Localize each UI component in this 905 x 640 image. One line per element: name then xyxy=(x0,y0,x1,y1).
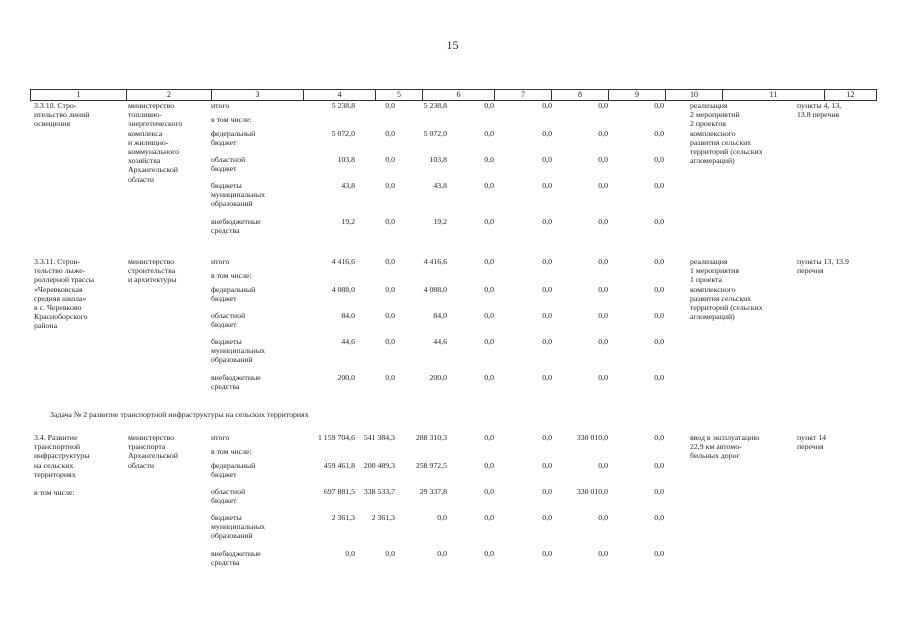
header-cell-9: 9 xyxy=(609,90,666,100)
funding-value: 0,0 xyxy=(654,155,664,164)
funding-value: 2 361,3 xyxy=(371,513,395,522)
funding-source: бюджеты муниципальных образований xyxy=(211,181,265,209)
header-cell-8: 8 xyxy=(552,90,609,100)
funding-value: 103,8 xyxy=(429,155,447,164)
header-cell-7: 7 xyxy=(495,90,552,100)
funding-value: 0,0 xyxy=(484,433,494,442)
header-cell-2: 2 xyxy=(127,90,212,100)
funding-source: внебюджетные средства xyxy=(211,549,261,568)
funding-source: итого xyxy=(211,433,230,442)
funding-value: 0,0 xyxy=(542,549,552,558)
funding-value: 0,0 xyxy=(437,549,447,558)
responsible-agency: министерство топливно- энергетического комплекса и жилищно- коммунального хозяйства Архангельской области xyxy=(128,101,183,184)
funding-value: 0,0 xyxy=(654,373,664,382)
funding-value: 0,0 xyxy=(598,513,608,522)
funding-value: 0,0 xyxy=(484,373,494,382)
funding-value: 44,6 xyxy=(433,337,447,346)
funding-value: 0,0 xyxy=(598,549,608,558)
funding-value: 4 416,6 xyxy=(331,257,355,266)
funding-value: 0,0 xyxy=(598,257,608,266)
funding-value: 0,0 xyxy=(598,337,608,346)
funding-value: 0,0 xyxy=(484,549,494,558)
funding-value: 0,0 xyxy=(484,129,494,138)
funding-value: 43,8 xyxy=(433,181,447,190)
funding-value: 1 159 704,6 xyxy=(317,433,355,442)
funding-value: 19,2 xyxy=(341,217,355,226)
funding-source: бюджеты муниципальных образований xyxy=(211,337,265,365)
funding-value: 0,0 xyxy=(484,285,494,294)
funding-value: 0,0 xyxy=(542,487,552,496)
funding-value: 0,0 xyxy=(542,129,552,138)
funding-value: 0,0 xyxy=(345,549,355,558)
funding-value: 200,0 xyxy=(337,373,355,382)
funding-source: итого xyxy=(211,101,230,110)
funding-source: областной бюджет xyxy=(211,155,246,174)
funding-source: областной бюджет xyxy=(211,487,246,506)
funding-value: 43,8 xyxy=(341,181,355,190)
funding-value: 4 416,6 xyxy=(423,257,447,266)
responsible-agency: министерство транспорта Архангельской области xyxy=(128,433,178,470)
funding-value: 0,0 xyxy=(484,311,494,320)
funding-value: 0,0 xyxy=(654,129,664,138)
funding-value: 5 238,8 xyxy=(423,101,447,110)
funding-source: внебюджетные средства xyxy=(211,373,261,392)
funding-value: 0,0 xyxy=(654,549,664,558)
funding-value: 103,8 xyxy=(337,155,355,164)
funding-value: 0,0 xyxy=(654,461,664,470)
funding-value: 0,0 xyxy=(542,433,552,442)
funding-value: 200 489,3 xyxy=(363,461,395,470)
funding-value: 0,0 xyxy=(385,155,395,164)
funding-value: 200,0 xyxy=(429,373,447,382)
funding-value: 0,0 xyxy=(654,311,664,320)
funding-source: бюджеты муниципальных образований xyxy=(211,513,265,541)
header-cell-3: 3 xyxy=(212,90,304,100)
page-number: 15 xyxy=(446,38,459,52)
header-cell-10: 10 xyxy=(666,90,723,100)
funding-value: 0,0 xyxy=(484,461,494,470)
funding-value: 5 072,0 xyxy=(331,129,355,138)
funding-source: итого xyxy=(211,257,230,266)
funding-value: 0,0 xyxy=(542,285,552,294)
funding-value: 330 010,0 xyxy=(576,487,608,496)
funding-value: 258 972,5 xyxy=(415,461,447,470)
funding-value: 4 088,0 xyxy=(331,285,355,294)
measure-name: 3.4. Развитие транспортной инфраструктуры на сельских территориях в том числе: xyxy=(34,433,90,498)
funding-value: 0,0 xyxy=(385,549,395,558)
header-cell-5: 5 xyxy=(376,90,423,100)
funding-value: 5 072,0 xyxy=(423,129,447,138)
program-items: пункты 13, 13.9 перечня xyxy=(797,257,849,276)
program-items: пункты 4, 13, 13.8 перечня xyxy=(797,101,842,120)
funding-value: 541 384,3 xyxy=(363,433,395,442)
funding-source: федеральный бюджет xyxy=(211,285,256,304)
funding-value: 0,0 xyxy=(542,337,552,346)
funding-value: 330 010,0 xyxy=(576,433,608,442)
funding-value: 0,0 xyxy=(542,181,552,190)
funding-value: 2 361,3 xyxy=(331,513,355,522)
funding-value: 0,0 xyxy=(385,101,395,110)
funding-value: 0,0 xyxy=(385,217,395,226)
header-cell-12: 12 xyxy=(846,90,855,99)
funding-value: 0,0 xyxy=(542,155,552,164)
funding-value: 44,6 xyxy=(341,337,355,346)
funding-value: 19,2 xyxy=(433,217,447,226)
funding-value: 0,0 xyxy=(654,337,664,346)
funding-value: 5 238,8 xyxy=(331,101,355,110)
funding-value: 0,0 xyxy=(484,337,494,346)
program-items: пункт 14 перечня xyxy=(797,433,827,452)
responsible-agency: министерство строительства и архитектуры xyxy=(128,257,177,285)
measure-name: 3.3.11. Строи- тельство лыже- роллерной трассы «Черевковская средняя школа» в с. Черевково Красноборского района xyxy=(34,257,95,331)
funding-value: 0,0 xyxy=(542,373,552,382)
funding-value: 0,0 xyxy=(654,257,664,266)
funding-value: 0,0 xyxy=(437,513,447,522)
funding-value: 0,0 xyxy=(385,311,395,320)
funding-value: 697 881,5 xyxy=(323,487,355,496)
funding-value: 0,0 xyxy=(484,217,494,226)
measure-name: 3.3.10. Стро- ительство линий освещения xyxy=(34,101,90,129)
funding-value: 0,0 xyxy=(542,461,552,470)
funding-value: 0,0 xyxy=(654,217,664,226)
funding-value: 0,0 xyxy=(598,311,608,320)
funding-value: 0,0 xyxy=(385,129,395,138)
funding-value: 0,0 xyxy=(598,129,608,138)
funding-value: 459 461,8 xyxy=(323,461,355,470)
header-cell-1: 1 xyxy=(31,90,127,100)
funding-value: 0,0 xyxy=(542,217,552,226)
funding-value: 0,0 xyxy=(654,101,664,110)
funding-value: 84,0 xyxy=(341,311,355,320)
funding-value: 0,0 xyxy=(598,285,608,294)
funding-source: федеральный бюджет xyxy=(211,461,256,480)
funding-value: 0,0 xyxy=(542,257,552,266)
funding-value: 0,0 xyxy=(484,181,494,190)
funding-value: 0,0 xyxy=(654,433,664,442)
funding-source: в том числе: xyxy=(211,271,252,280)
funding-source: внебюджетные средства xyxy=(211,217,261,236)
funding-value: 288 310,3 xyxy=(415,433,447,442)
funding-value: 0,0 xyxy=(385,285,395,294)
funding-value: 0,0 xyxy=(484,487,494,496)
funding-source: областной бюджет xyxy=(211,311,246,330)
expected-result: реализация 1 мероприятия 1 проекта комплексного развития сельских территорий (сельских агломераций) xyxy=(690,257,763,322)
funding-value: 0,0 xyxy=(542,101,552,110)
funding-value: 0,0 xyxy=(598,373,608,382)
funding-value: 0,0 xyxy=(598,181,608,190)
funding-value: 29 337,8 xyxy=(419,487,447,496)
funding-value: 0,0 xyxy=(542,513,552,522)
header-cell-11: 11 xyxy=(723,90,825,100)
funding-value: 0,0 xyxy=(598,217,608,226)
funding-value: 338 533,7 xyxy=(363,487,395,496)
funding-value: 4 088,0 xyxy=(423,285,447,294)
funding-value: 0,0 xyxy=(654,285,664,294)
funding-value: 0,0 xyxy=(598,101,608,110)
expected-result: ввод в эксплуатацию 22,9 км автомо- бильных дорог xyxy=(690,433,760,461)
funding-value: 0,0 xyxy=(484,257,494,266)
table-header-row xyxy=(30,89,877,101)
funding-value: 0,0 xyxy=(484,513,494,522)
funding-value: 0,0 xyxy=(484,155,494,164)
funding-source: федеральный бюджет xyxy=(211,129,256,148)
funding-value: 0,0 xyxy=(654,513,664,522)
funding-value: 0,0 xyxy=(385,257,395,266)
funding-value: 0,0 xyxy=(542,311,552,320)
funding-value: 84,0 xyxy=(433,311,447,320)
funding-source: в том числе: xyxy=(211,447,252,456)
expected-result: реализация 2 мероприятий 2 проектов комплексного развития сельских территорий (сельских агломераций) xyxy=(690,101,763,166)
funding-value: 0,0 xyxy=(598,461,608,470)
header-cell-6: 6 xyxy=(423,90,495,100)
header-cell-4: 4 xyxy=(304,90,376,100)
funding-value: 0,0 xyxy=(598,155,608,164)
funding-source: в том числе: xyxy=(211,115,252,124)
funding-value: 0,0 xyxy=(654,181,664,190)
funding-value: 0,0 xyxy=(385,337,395,346)
funding-value: 0,0 xyxy=(654,487,664,496)
task-heading: Задача № 2 развитие транспортной инфраструктуры на сельских территориях xyxy=(50,410,309,419)
funding-value: 0,0 xyxy=(484,101,494,110)
funding-value: 0,0 xyxy=(385,181,395,190)
funding-value: 0,0 xyxy=(385,373,395,382)
